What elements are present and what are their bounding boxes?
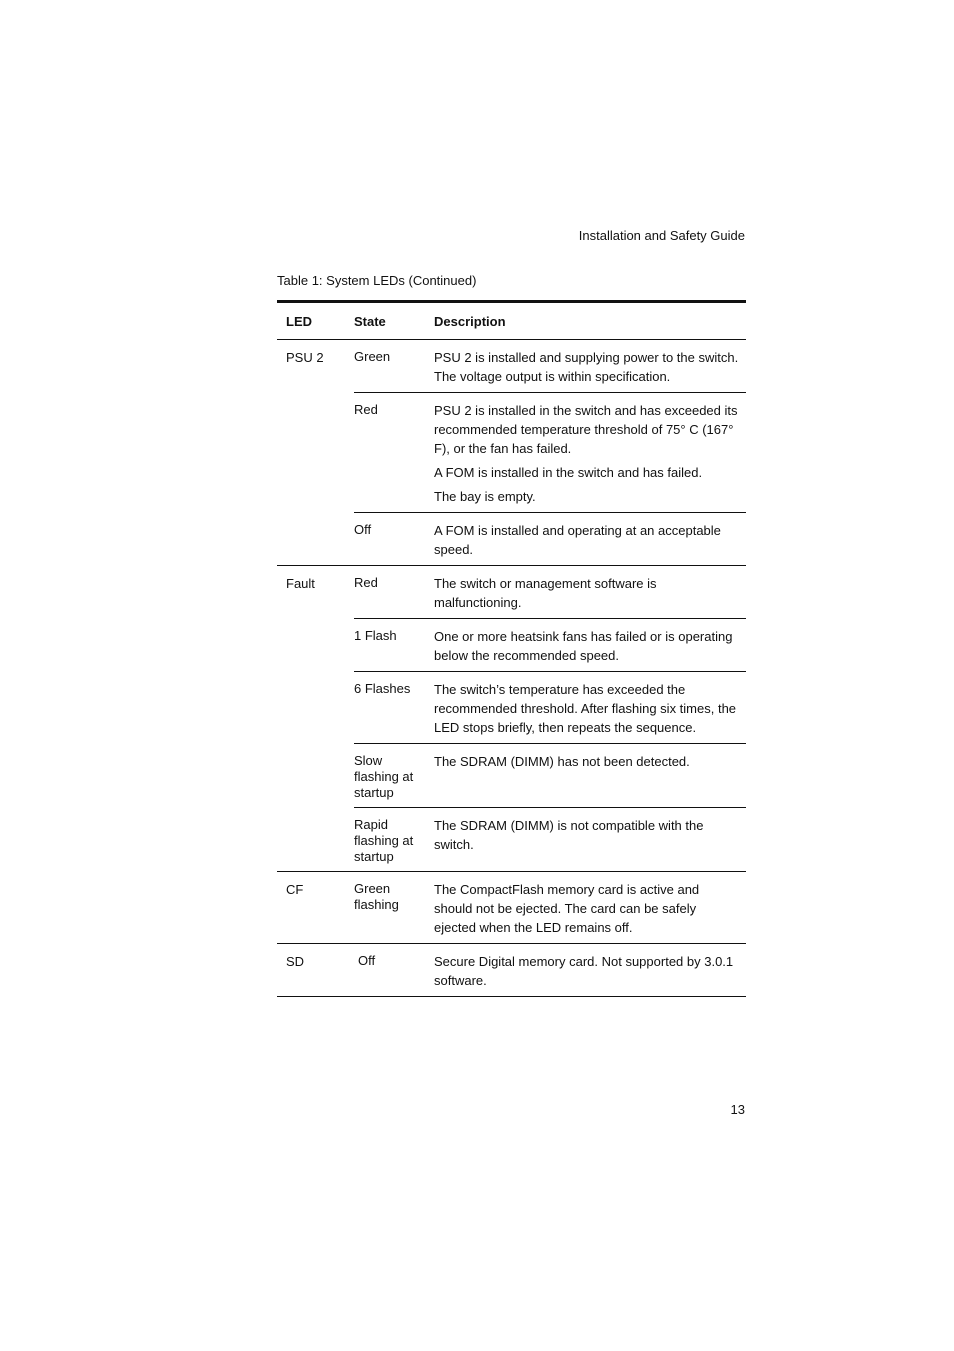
description-cell <box>434 816 746 865</box>
description-cell <box>434 521 746 559</box>
table-row <box>354 392 746 512</box>
description-paragraph: The switch’s temperature has exceeded the recommended threshold. After flashing six times, the LED stops briefly, then repeats the sequence. <box>434 682 737 735</box>
system-leds-table <box>277 300 746 997</box>
led-name-cell: Fault <box>286 576 315 591</box>
state-cell: Slow flashing at startup <box>354 753 414 800</box>
table-row <box>354 872 746 943</box>
led-state-rows <box>354 872 746 943</box>
description-paragraph: A FOM is installed and operating at an acceptable speed. <box>434 523 721 557</box>
column-header-led: LED <box>286 313 312 329</box>
led-group <box>277 565 746 871</box>
state-cell: Red <box>354 402 378 417</box>
table-row <box>354 340 746 392</box>
led-name-cell: SD <box>286 954 305 969</box>
description-paragraph: The bay is empty. <box>434 489 536 504</box>
table-row <box>354 807 746 871</box>
description-cell <box>434 627 746 665</box>
state-cell: Green <box>354 349 391 364</box>
description-cell <box>434 574 746 612</box>
led-state-rows <box>354 340 746 565</box>
led-name-cell: PSU 2 <box>286 350 324 365</box>
running-header: Installation and Safety Guide <box>578 228 745 243</box>
description-cell <box>434 401 746 506</box>
table-row <box>354 618 746 671</box>
led-state-rows <box>354 566 746 871</box>
description-paragraph: The switch or management software is malfunctioning. <box>434 576 657 610</box>
table-row <box>354 743 746 807</box>
description-cell <box>434 348 746 386</box>
table-body <box>277 340 746 996</box>
state-cell: 1 Flash <box>354 628 397 643</box>
led-state-rows <box>354 944 746 996</box>
state-cell: Green flashing <box>354 881 399 912</box>
description-paragraph: One or more heatsink fans has failed or is operating below the recommended speed. <box>434 629 733 663</box>
table-header-row <box>277 303 746 340</box>
table-caption: Table 1: System LEDs (Continued) <box>277 273 477 288</box>
description-cell <box>434 880 746 937</box>
led-group <box>277 943 746 996</box>
description-paragraph: The SDRAM (DIMM) is not compatible with the switch. <box>434 818 704 852</box>
table-row <box>354 566 746 618</box>
state-cell: 6 Flashes <box>354 681 411 696</box>
description-cell <box>434 752 746 801</box>
description-cell <box>434 680 746 737</box>
state-cell: Rapid flashing at startup <box>354 817 414 864</box>
led-group <box>277 871 746 943</box>
state-cell: Red <box>354 575 378 590</box>
description-paragraph: The SDRAM (DIMM) has not been detected. <box>434 754 690 769</box>
led-group <box>277 340 746 565</box>
column-header-description: Description <box>434 313 506 329</box>
table-row <box>354 671 746 743</box>
description-paragraph: The CompactFlash memory card is active and should not be ejected. The card can be safely ejected when the LED remains off. <box>434 882 700 935</box>
description-paragraph: PSU 2 is installed and supplying power to the switch. The voltage output is within specification. <box>434 350 739 384</box>
description-paragraph: A FOM is installed in the switch and has failed. <box>434 465 703 480</box>
column-header-state: State <box>354 313 386 329</box>
state-cell: Off <box>358 953 376 968</box>
description-paragraph: PSU 2 is installed in the switch and has exceeded its recommended temperature threshold of 75° C (167° F), or the fan has failed. <box>434 403 738 456</box>
table-row <box>354 944 746 996</box>
led-name-cell: CF <box>286 882 304 897</box>
description-cell <box>434 952 746 990</box>
description-paragraph: Secure Digital memory card. Not supported by 3.0.1 software. <box>434 954 734 988</box>
page-number: 13 <box>730 1102 745 1117</box>
table-row <box>354 512 746 565</box>
state-cell: Off <box>354 522 372 537</box>
